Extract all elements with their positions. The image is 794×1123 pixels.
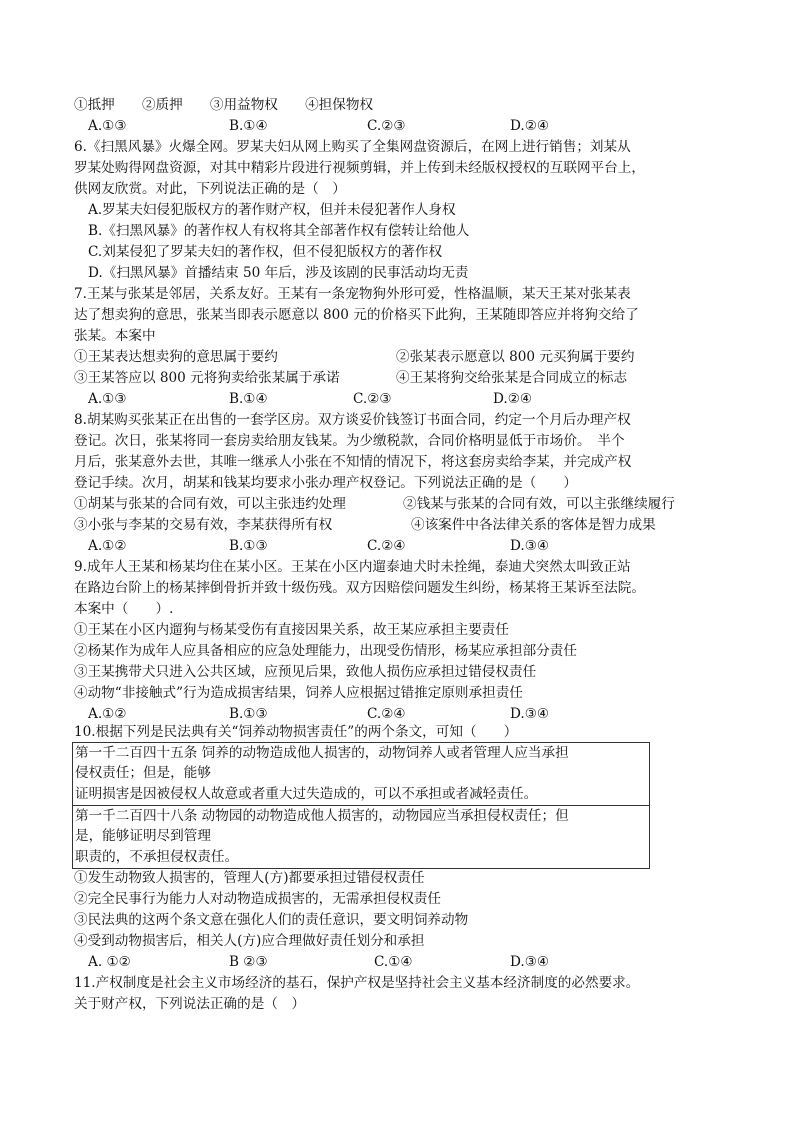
q6-choice-c: C.刘某侵犯了罗某夫妇的著作权，但不侵犯版权方的著作权 [88,244,443,260]
q6-choice-a: A.罗某夫妇侵犯版权方的著作财产权，但并未侵犯著作人身权 [88,202,456,218]
q6-choice-b: B.《扫黑风暴》的著作权人有权将其全部著作权有偿转让给他人 [88,223,470,239]
q8-option-c: C.②④ [367,538,406,554]
article-text-line: 第一千二百四十八条 动物园的动物造成他人损害的，动物园应当承担侵权责任；但 [75,808,569,824]
q7-stem-line: 达了想卖狗的意思，张某当即表示愿意以 800 元的价格买下此狗，王某随即答应并将狗交给了 [74,307,639,323]
q9-option-d: D.③④ [510,706,550,722]
q8-stem-line: 月后，张某意外去世，其唯一继承人小张在不知情的情况下，将这套房卖给李某，并完成产权 [74,454,632,470]
q10-option-d: D.③④ [510,954,550,970]
q7-item-1: ①王某表达想卖狗的意思属于要约 [74,349,278,365]
q9-option-a: A.①② [88,706,127,722]
q5-items: ①抵押 ②质押 ③用益物权 ④担保物权 [74,97,374,113]
q9-item-4: ④动物“非接触式”行为造成损害结果，饲养人应根据过错推定原则承担责任 [74,685,523,701]
q10-article-1245-box [72,742,650,806]
q8-stem-line: 登记。次日，张某将同一套房卖给朋友钱某。为少缴税款，合同价格明显低于市场价。 半个 [74,433,625,449]
q9-option-b: B.①③ [229,706,268,722]
article-text-line: 是，能够证明尽到管理 [75,828,211,844]
q11-stem-line: 11.产权制度是社会主义市场经济的基石，保护产权是坚持社会主义基本经济制度的必然要求。 [74,975,640,991]
q10-option-b: B ②③ [229,954,268,970]
q6-choice-d: D.《扫黑风暴》首播结束 50 年后，涉及该剧的民事活动均无责 [88,265,469,281]
q8-item-4: ④该案件中各法律关系的客体是智力成果 [411,517,656,533]
q10-item-3: ③民法典的这两个条文意在强化人们的责任意识，要文明饲养动物 [74,912,469,928]
q6-stem-line: 供网友欣赏。对此，下列说法正确的是（ ） [74,181,346,197]
article-text-line: 职责的，不承担侵权责任。 [75,849,239,865]
q8-stem-line: 8.胡某购买张某正在出售的一套学区房。双方谈妥价钱签订书面合同，约定一个月后办理产权 [74,412,631,428]
q10-option-c: C.①④ [374,954,413,970]
q7-option-d: D.②④ [493,391,533,407]
q9-item-2: ②杨某作为成年人应具备相应的应急处理能力，出现受伤情形，杨某应承担部分责任 [74,643,577,659]
q8-item-3: ③小张与李某的交易有效，李某获得所有权 [74,517,333,533]
article-text-line: 第一千二百四十五条 饲养的动物造成他人损害的，动物饲养人或者管理人应当承担 [75,745,569,761]
q9-stem-line: 在路边台阶上的杨某摔倒骨折并致十级伤残。双方因赔偿问题发生纠纷，杨某将王某诉至法院。 [74,580,645,596]
q5-option-b: B.①④ [229,118,268,134]
q6-stem-line: 罗某处购得网盘资源，对其中精彩片段进行视频剪辑，并上传到未经版权授权的互联网平台上， [74,160,645,176]
q7-stem-line: 张某。本案中 [74,328,156,344]
q7-item-3: ③王某答应以 800 元将狗卖给张某属于承诺 [74,370,340,386]
article-text-line: 侵权责任；但是，能够 [75,765,211,781]
q9-item-1: ①王某在小区内遛狗与杨某受伤有直接因果关系，故王某应承担主要责任 [74,622,509,638]
q10-item-2: ②完全民事行为能力人对动物造成损害的，无需承担侵权责任 [74,891,442,907]
q5-option-a: A.①③ [88,118,127,134]
q8-option-d: D.③④ [510,538,550,554]
q8-stem-line: 登记手续。次月，胡某和钱某均要求小张办理产权登记。下列说法正确的是（ ） [74,475,577,491]
q8-item-2: ②钱某与张某的合同有效，可以主张继续履行 [403,496,675,512]
q10-option-a: A. ①② [88,954,131,970]
q5-option-c: C.②③ [367,118,406,134]
q9-item-3: ③王某携带犬只进入公共区域，应预见后果，致他人损伤应承担过错侵权责任 [74,664,537,680]
q9-stem-line: 9.成年人王某和杨某均住在某小区。王某在小区内遛泰迪犬时未拴绳，泰迪犬突然太叫致正站 [74,559,631,575]
q9-stem-line: 本案中（ ）. [74,601,174,617]
q5-option-d: D.②④ [510,118,550,134]
q7-option-c: C.②③ [353,391,392,407]
q10-article-1248-box [72,805,650,869]
q7-item-4: ④王某将狗交给张某是合同成立的标志 [396,370,628,386]
q10-item-4: ④受到动物损害后，相关人(方)应合理做好责任划分和承担 [74,933,425,949]
article-text-line: 证明损害是因被侵权人故意或者重大过失造成的，可以不承担或者减轻责任。 [75,786,538,802]
q7-option-b: B.①④ [229,391,268,407]
q8-option-a: A.①② [88,538,127,554]
q10-item-1: ①发生动物致人损害的，管理人(方)都要承担过错侵权责任 [74,870,425,886]
q6-stem-line: 6.《扫黑风暴》火爆全网。罗某夫妇从网上购买了全集网盘资源后，在网上进行销售；刘某从 [74,139,631,155]
q7-option-a: A.①③ [88,391,127,407]
q11-stem-line: 关于财产权，下列说法正确的是（ ） [74,996,306,1012]
q7-item-2: ②张某表示愿意以 800 元买狗属于要约 [396,349,635,365]
q10-stem: 10.根据下列是民法典有关“饲养动物损害责任”的两个条文，可知（ ） [74,724,518,740]
q8-option-b: B.①③ [229,538,268,554]
q8-item-1: ①胡某与张某的合同有效，可以主张违约处理 [74,496,346,512]
q9-option-c: C.②④ [367,706,406,722]
q7-stem-line: 7.王某与张某是邻居，关系友好。王某有一条宠物狗外形可爱，性格温顺，某天王某对张某表 [74,286,631,302]
